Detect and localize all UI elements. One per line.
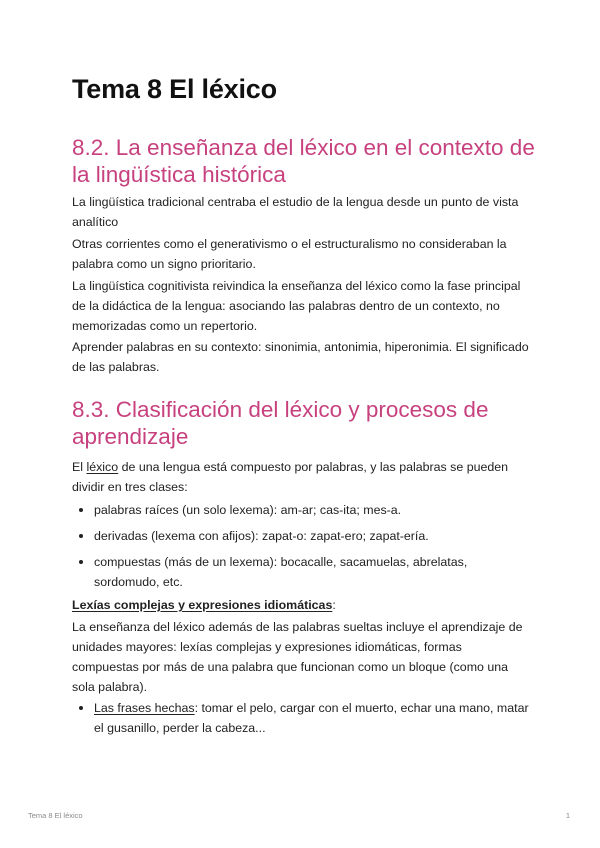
page-title: Tema 8 El léxico [72,74,277,104]
subheading [72,595,530,615]
footer-title: Tema 8 El léxico [28,811,83,820]
list-item [72,698,530,738]
section-heading-8-3: 8.3. Clasificación del léxico y procesos de aprendizaje [72,397,489,450]
list-item-text: : tomar el pelo, cargar con el muerto, echar una mano, matar el gusanillo, perder la cabeza... [94,701,529,736]
paragraph: Otras corrientes como el generativismo o el estructuralismo no consideraban la palabra como un signo prioritario. [72,237,507,272]
word-class-list [72,500,530,598]
page-number: 1 [565,811,570,820]
paragraph: La lingüística tradicional centraba el estudio de la lengua desde un punto de vista analítico [72,195,519,230]
frases-hechas-link[interactable]: Las frases hechas [94,701,195,715]
intro-text-end: de una lengua está compuesto por palabras, y las palabras se pueden dividir en tres clases: [72,460,509,495]
intro-text-start: El [72,460,87,474]
paragraph: La lingüística cognitivista reivindica la enseñanza del léxico como la fase principal de la didáctica de la lengua: asociando las palabras dentro de un contexto, no memorizadas como un repertorio. [72,279,521,334]
expressions-list [72,698,530,744]
list-item: compuestas (más de un lexema): bocacalle, sacamuelas, abrelatas, sordomudo, etc. [72,552,530,592]
list-item: derivadas (lexema con afijos): zapat-o: zapat-ero; zapat-ería. [72,526,530,546]
paragraph-intro [72,457,530,497]
lexico-link[interactable]: léxico [86,460,119,474]
paragraph: La enseñanza del léxico además de las palabras sueltas incluye el aprendizaje de unidades mayores: lexías complejas y expresiones idiomáticas, formas compuestas por más de una palabra que funcionan como un bloque (como una sola palabra). [72,620,523,695]
list-item: palabras raíces (un solo lexema): am-ar; cas-ita; mes-a. [72,500,530,520]
section-heading-8-2: 8.2. La enseñanza del léxico en el contexto de la lingüística histórica [72,135,535,188]
paragraph: Aprender palabras en su contexto: sinonimia, antonimia, hiperonimia. El significado de las palabras. [72,340,529,375]
subheading-label: Lexías complejas y expresiones idiomáticas [72,598,333,612]
subheading-colon: : [332,598,336,612]
